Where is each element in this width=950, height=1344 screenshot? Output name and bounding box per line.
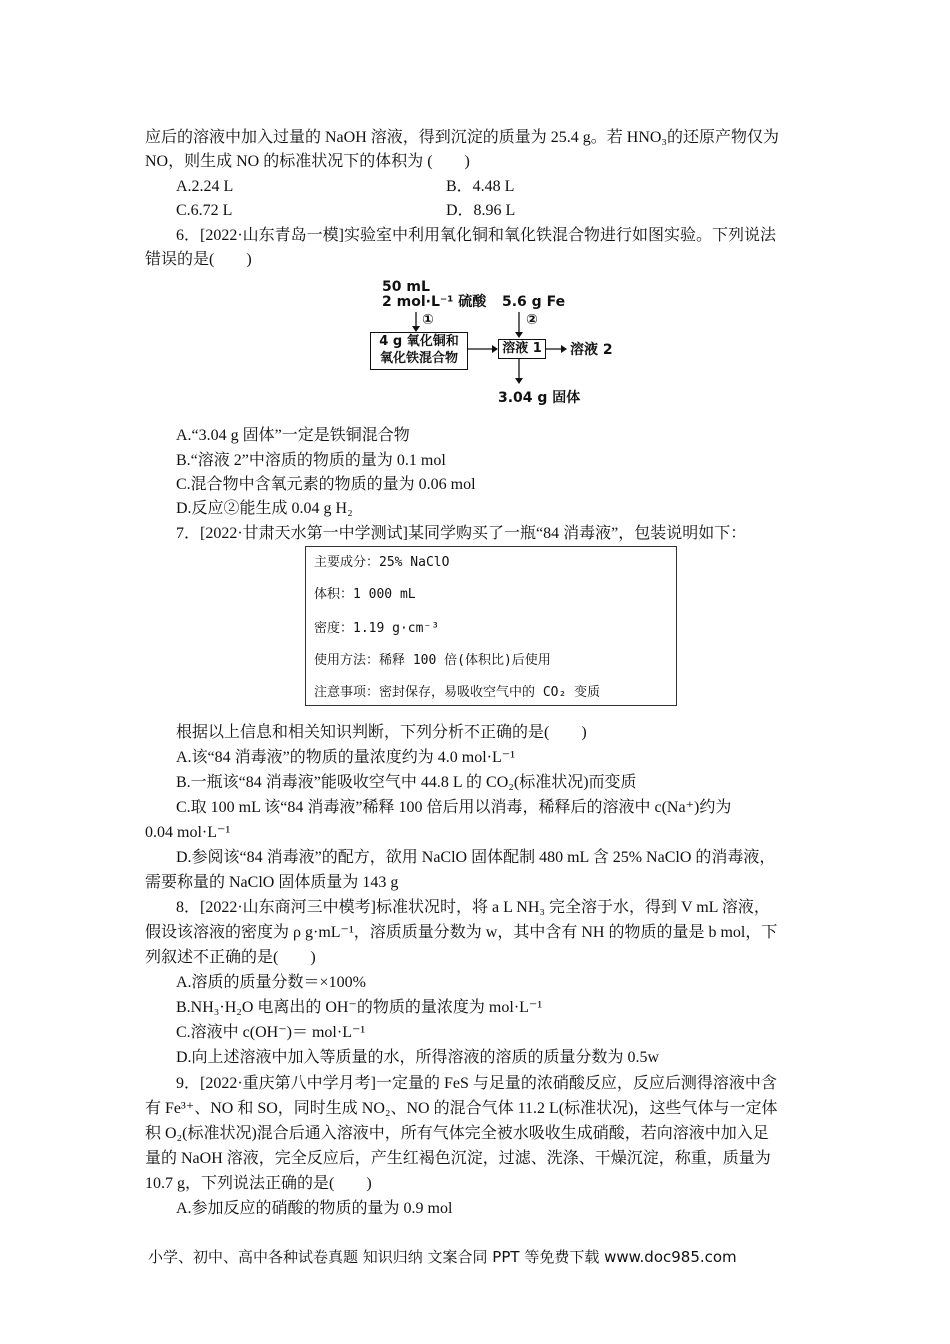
disinfectant-label — [305, 546, 677, 706]
q6-option-c: C.混合物中含氧元素的物质的量为 0.06 mol — [176, 476, 476, 493]
q6-stem-2: 错误的是( ) — [145, 251, 252, 268]
q5-option-d: D．8.96 L — [446, 202, 516, 219]
intro-line-1: 应后的溶液中加入过量的 NaOH 溶液，得到沉淀的质量为 25.4 g。若 HNO₃的还原产物仅为 — [145, 129, 780, 146]
solution1-box: 溶液 1 — [498, 339, 546, 359]
page-footer: 小学、初中、高中各种试卷真题 知识归纳 文案合同 PPT 等免费下载 www.doc985.com — [148, 1248, 737, 1266]
solid-label: 3.04 g 固体 — [498, 390, 581, 406]
q9-stem-1: 9．[2022·重庆第八中学月考]一定量的 FeS 与足量的浓硝酸反应，反应后测得溶液中含 — [176, 1075, 777, 1092]
q6-stem-1: 6．[2022·山东青岛一模]实验室中利用氧化铜和氧化铁混合物进行如图实验。下列说法 — [176, 227, 776, 244]
label-row-density: 密度：1.19 g·cm⁻³ — [314, 621, 440, 636]
reagent1-volume: 50 mL — [382, 279, 430, 295]
solution2-label: 溶液 2 — [570, 342, 613, 358]
q7-option-a: A.该“84 消毒液”的物质的量浓度约为 4.0 mol·L⁻¹ — [176, 749, 515, 766]
q7-option-c-2: 0.04 mol·L⁻¹ — [145, 824, 231, 841]
q9-stem-3: 积 O₂(标准状况)混合后通入溶液中，所有气体完全被水吸收生成硝酸，若向溶液中加入足 — [145, 1125, 769, 1142]
label-row-caution: 注意事项：密封保存，易吸收空气中的 CO₂ 变质 — [314, 685, 601, 700]
label-row-usage: 使用方法：稀释 100 倍(体积比)后使用 — [314, 653, 551, 668]
mixture-line-2: 氧化铁混合物 — [379, 351, 458, 366]
label-row-ingredient: 主要成分：25% NaClO — [314, 555, 450, 570]
q7-option-c-1: C.取 100 mL 该“84 消毒液”稀释 100 倍后用以消毒，稀释后的溶液中 c(Na⁺)约为 — [176, 799, 732, 816]
step1-label: ① — [422, 312, 434, 328]
q8-option-b: B.NH₃·H₂O 电离出的 OH⁻的物质的量浓度为 mol·L⁻¹ — [176, 999, 543, 1016]
q7-option-d-1: D.参阅该“84 消毒液”的配方，欲用 NaClO 固体配制 480 mL 含 25% NaClO 的消毒液， — [176, 849, 776, 866]
q8-stem-3: 列叙述不正确的是( ) — [145, 949, 316, 966]
q9-stem-2: 有 Fe³⁺、NO 和 SO，同时生成 NO₂、NO 的混合气体 11.2 L(标准状况)，这些气体与一定体 — [145, 1100, 778, 1117]
q9-stem-4: 量的 NaOH 溶液，完全反应后，产生红褐色沉淀，过滤、洗涤、干燥沉淀，称重，质量为 — [145, 1150, 771, 1167]
q5-option-a: A.2.24 L — [176, 178, 234, 195]
q7-question: 根据以上信息和相关知识判断，下列分析不正确的是( ) — [176, 724, 587, 741]
q9-option-a: A.参加反应的硝酸的物质的量为 0.9 mol — [176, 1200, 453, 1217]
q5-option-c: C.6.72 L — [176, 202, 233, 219]
mixture-box — [370, 332, 468, 370]
q8-option-a: A.溶质的质量分数＝×100% — [176, 974, 366, 991]
q8-stem-1: 8．[2022·山东商河三中模考]标准状况时，将 a L NH₃ 完全溶于水，得到 V mL 溶液， — [176, 899, 770, 916]
q6-option-b: B.“溶液 2”中溶质的物质的量为 0.1 mol — [176, 452, 446, 469]
step2-label: ② — [526, 312, 538, 328]
q7-option-d-2: 需要称量的 NaClO 固体质量为 143 g — [145, 874, 399, 891]
q9-stem-5: 10.7 g，下列说法正确的是( ) — [145, 1175, 372, 1192]
q5-option-b: B．4.48 L — [446, 178, 515, 195]
mixture-line-1: 4 g 氧化铜和 — [379, 334, 459, 349]
q6-option-d: D.反应②能生成 0.04 g H₂ — [176, 500, 353, 517]
reagent2-iron: 5.6 g Fe — [502, 294, 566, 310]
reagent1-acid: 2 mol·L⁻¹ 硫酸 — [382, 294, 487, 310]
q8-option-d: D.向上述溶液中加入等质量的水，所得溶液的溶质的质量分数为 0.5w — [176, 1049, 660, 1066]
q7-option-b: B.一瓶该“84 消毒液”能吸收空气中 44.8 L 的 CO₂(标准状况)而变质 — [176, 774, 637, 791]
label-row-volume: 体积：1 000 mL — [314, 587, 416, 602]
q7-stem: 7．[2022·甘肃天水第一中学测试]某同学购买了一瓶“84 消毒液”，包装说明如下： — [176, 525, 747, 542]
q6-option-a: A.“3.04 g 固体”一定是铁铜混合物 — [176, 427, 410, 444]
intro-line-2: NO，则生成 NO 的标准状况下的体积为 ( ) — [145, 153, 470, 170]
q8-option-c: C.溶液中 c(OH⁻)＝ mol·L⁻¹ — [176, 1024, 366, 1041]
q5-option-row-2 — [176, 200, 516, 222]
q6-flow-diagram — [360, 279, 620, 420]
q8-stem-2: 假设该溶液的密度为 ρ g·mL⁻¹，溶质质量分数为 w，其中含有 NH 的物质的量是 b mol，下 — [145, 924, 778, 941]
q5-option-row-1 — [176, 176, 515, 198]
